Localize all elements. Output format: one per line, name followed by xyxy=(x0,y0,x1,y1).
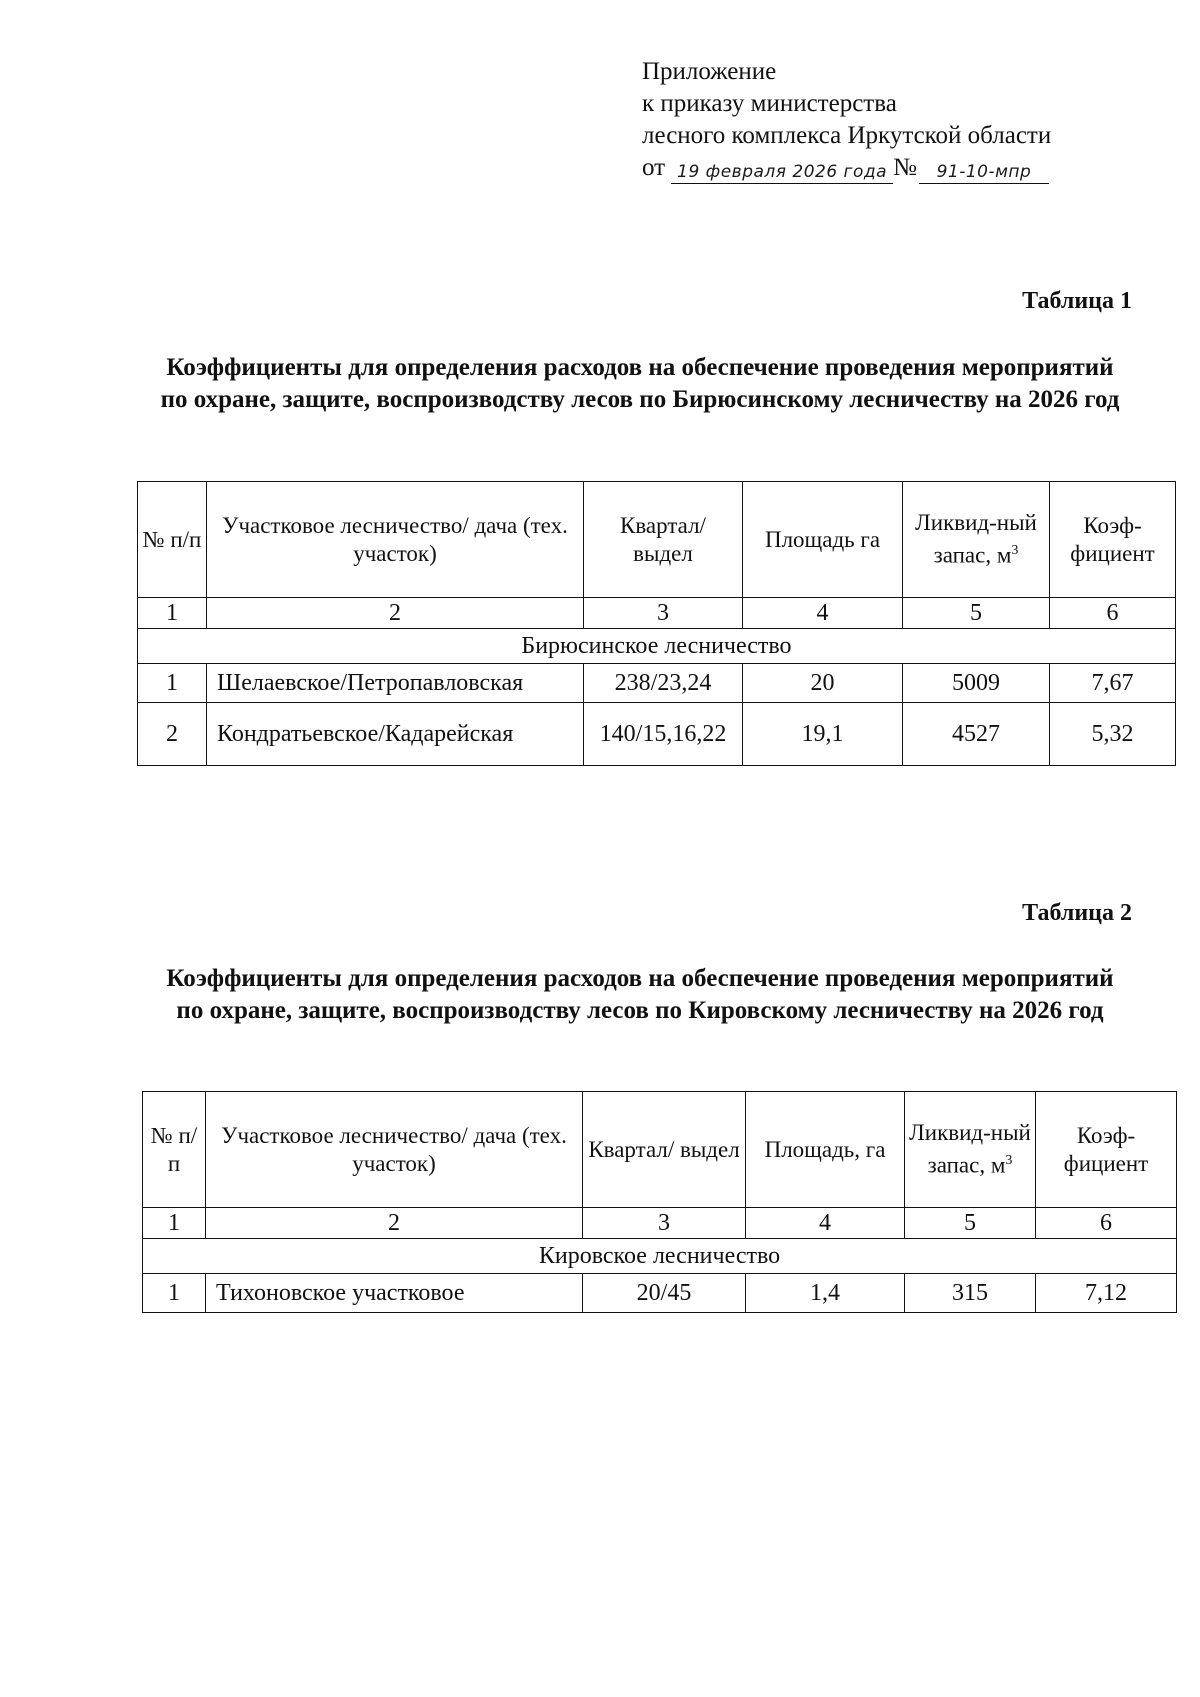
col-number: 1 xyxy=(143,1208,206,1239)
col-number: 3 xyxy=(584,598,743,629)
cell-num: 1 xyxy=(143,1274,206,1313)
handwritten-order-number: 91-10-мпр xyxy=(919,161,1049,184)
section-title: Бирюсинское лесничество xyxy=(138,629,1176,664)
table-row xyxy=(138,664,1176,703)
column-number-row xyxy=(138,598,1176,629)
header-stock-sup: 3 xyxy=(1005,1153,1013,1169)
table-row xyxy=(143,1274,1177,1313)
col-number: 2 xyxy=(207,598,584,629)
approval-line-3: лесного комплекса Иркутской области xyxy=(642,122,1052,149)
header-stock-text: Ликвид-ный запас, м xyxy=(915,510,1037,568)
header-coef: Коэф-фициент xyxy=(1050,482,1176,598)
header-area: Площадь га xyxy=(743,482,903,598)
col-number: 3 xyxy=(583,1208,746,1239)
cell-stock: 4527 xyxy=(903,703,1050,766)
col-number: 2 xyxy=(206,1208,583,1239)
cell-num: 1 xyxy=(138,664,207,703)
col-number: 4 xyxy=(743,598,903,629)
cell-num: 2 xyxy=(138,703,207,766)
handwritten-date: 19 февраля 2026 года xyxy=(671,161,893,184)
cell-name: Кондратьевское/Кадарейская xyxy=(207,703,584,766)
from-label: от xyxy=(642,154,666,181)
header-stock xyxy=(905,1092,1036,1208)
header-stock-text: Ликвид-ный запас, м xyxy=(909,1120,1031,1178)
col-number: 4 xyxy=(746,1208,905,1239)
header-area: Площадь, га xyxy=(746,1092,905,1208)
table-1 xyxy=(137,481,1176,766)
cell-name: Шелаевское/Петропавловская xyxy=(207,664,584,703)
cell-coef: 7,67 xyxy=(1050,664,1176,703)
number-label: № xyxy=(893,154,917,181)
table-1-label: Таблица 1 xyxy=(1022,288,1132,314)
header-name: Участковое лесничество/ дача (тех. участок) xyxy=(207,482,584,598)
cell-stock: 5009 xyxy=(903,664,1050,703)
table-header-row xyxy=(143,1092,1177,1208)
col-number: 5 xyxy=(905,1208,1036,1239)
cell-area: 19,1 xyxy=(743,703,903,766)
col-number: 6 xyxy=(1050,598,1176,629)
col-number: 5 xyxy=(903,598,1050,629)
table-header-row xyxy=(138,482,1176,598)
cell-area: 1,4 xyxy=(746,1274,905,1313)
header-block: Квартал/ выдел xyxy=(583,1092,746,1208)
approval-line-1: Приложение xyxy=(642,58,777,85)
cell-stock: 315 xyxy=(905,1274,1036,1313)
column-number-row xyxy=(143,1208,1177,1239)
header-stock xyxy=(903,482,1050,598)
col-number: 6 xyxy=(1036,1208,1177,1239)
approval-block xyxy=(642,56,1051,184)
header-num: № п/п xyxy=(138,482,207,598)
cell-coef: 7,12 xyxy=(1036,1274,1177,1313)
header-coef: Коэф-фициент xyxy=(1036,1092,1177,1208)
header-name: Участковое лесничество/ дача (тех. участок) xyxy=(206,1092,583,1208)
col-number: 1 xyxy=(138,598,207,629)
section-row xyxy=(138,629,1176,664)
section-title: Кировское лесничество xyxy=(143,1239,1177,1274)
cell-block: 20/45 xyxy=(583,1274,746,1313)
cell-block: 238/23,24 xyxy=(584,664,743,703)
approval-line-2: к приказу министерства xyxy=(642,90,897,117)
cell-name: Тихоновское участковое xyxy=(206,1274,583,1313)
header-num: № п/п xyxy=(143,1092,206,1208)
cell-area: 20 xyxy=(743,664,903,703)
header-block: Квартал/ выдел xyxy=(584,482,743,598)
header-stock-sup: 3 xyxy=(1011,543,1019,559)
table-2 xyxy=(142,1091,1177,1313)
order-date-number xyxy=(642,152,1051,184)
section-row xyxy=(143,1239,1177,1274)
table-1-title: Коэффициенты для определения расходов на обеспечение проведения мероприятий по охране, защите, воспроизводству лесов по Бирюсинскому лесничеству на 2026 год xyxy=(160,354,1120,413)
table-2-label: Таблица 2 xyxy=(1022,900,1132,926)
table-2-title: Коэффициенты для определения расходов на обеспечение проведения мероприятий по охране, защите, воспроизводству лесов по Кировскому лесничеству на 2026 год xyxy=(166,965,1114,1024)
cell-block: 140/15,16,22 xyxy=(584,703,743,766)
cell-coef: 5,32 xyxy=(1050,703,1176,766)
table-row xyxy=(138,703,1176,766)
